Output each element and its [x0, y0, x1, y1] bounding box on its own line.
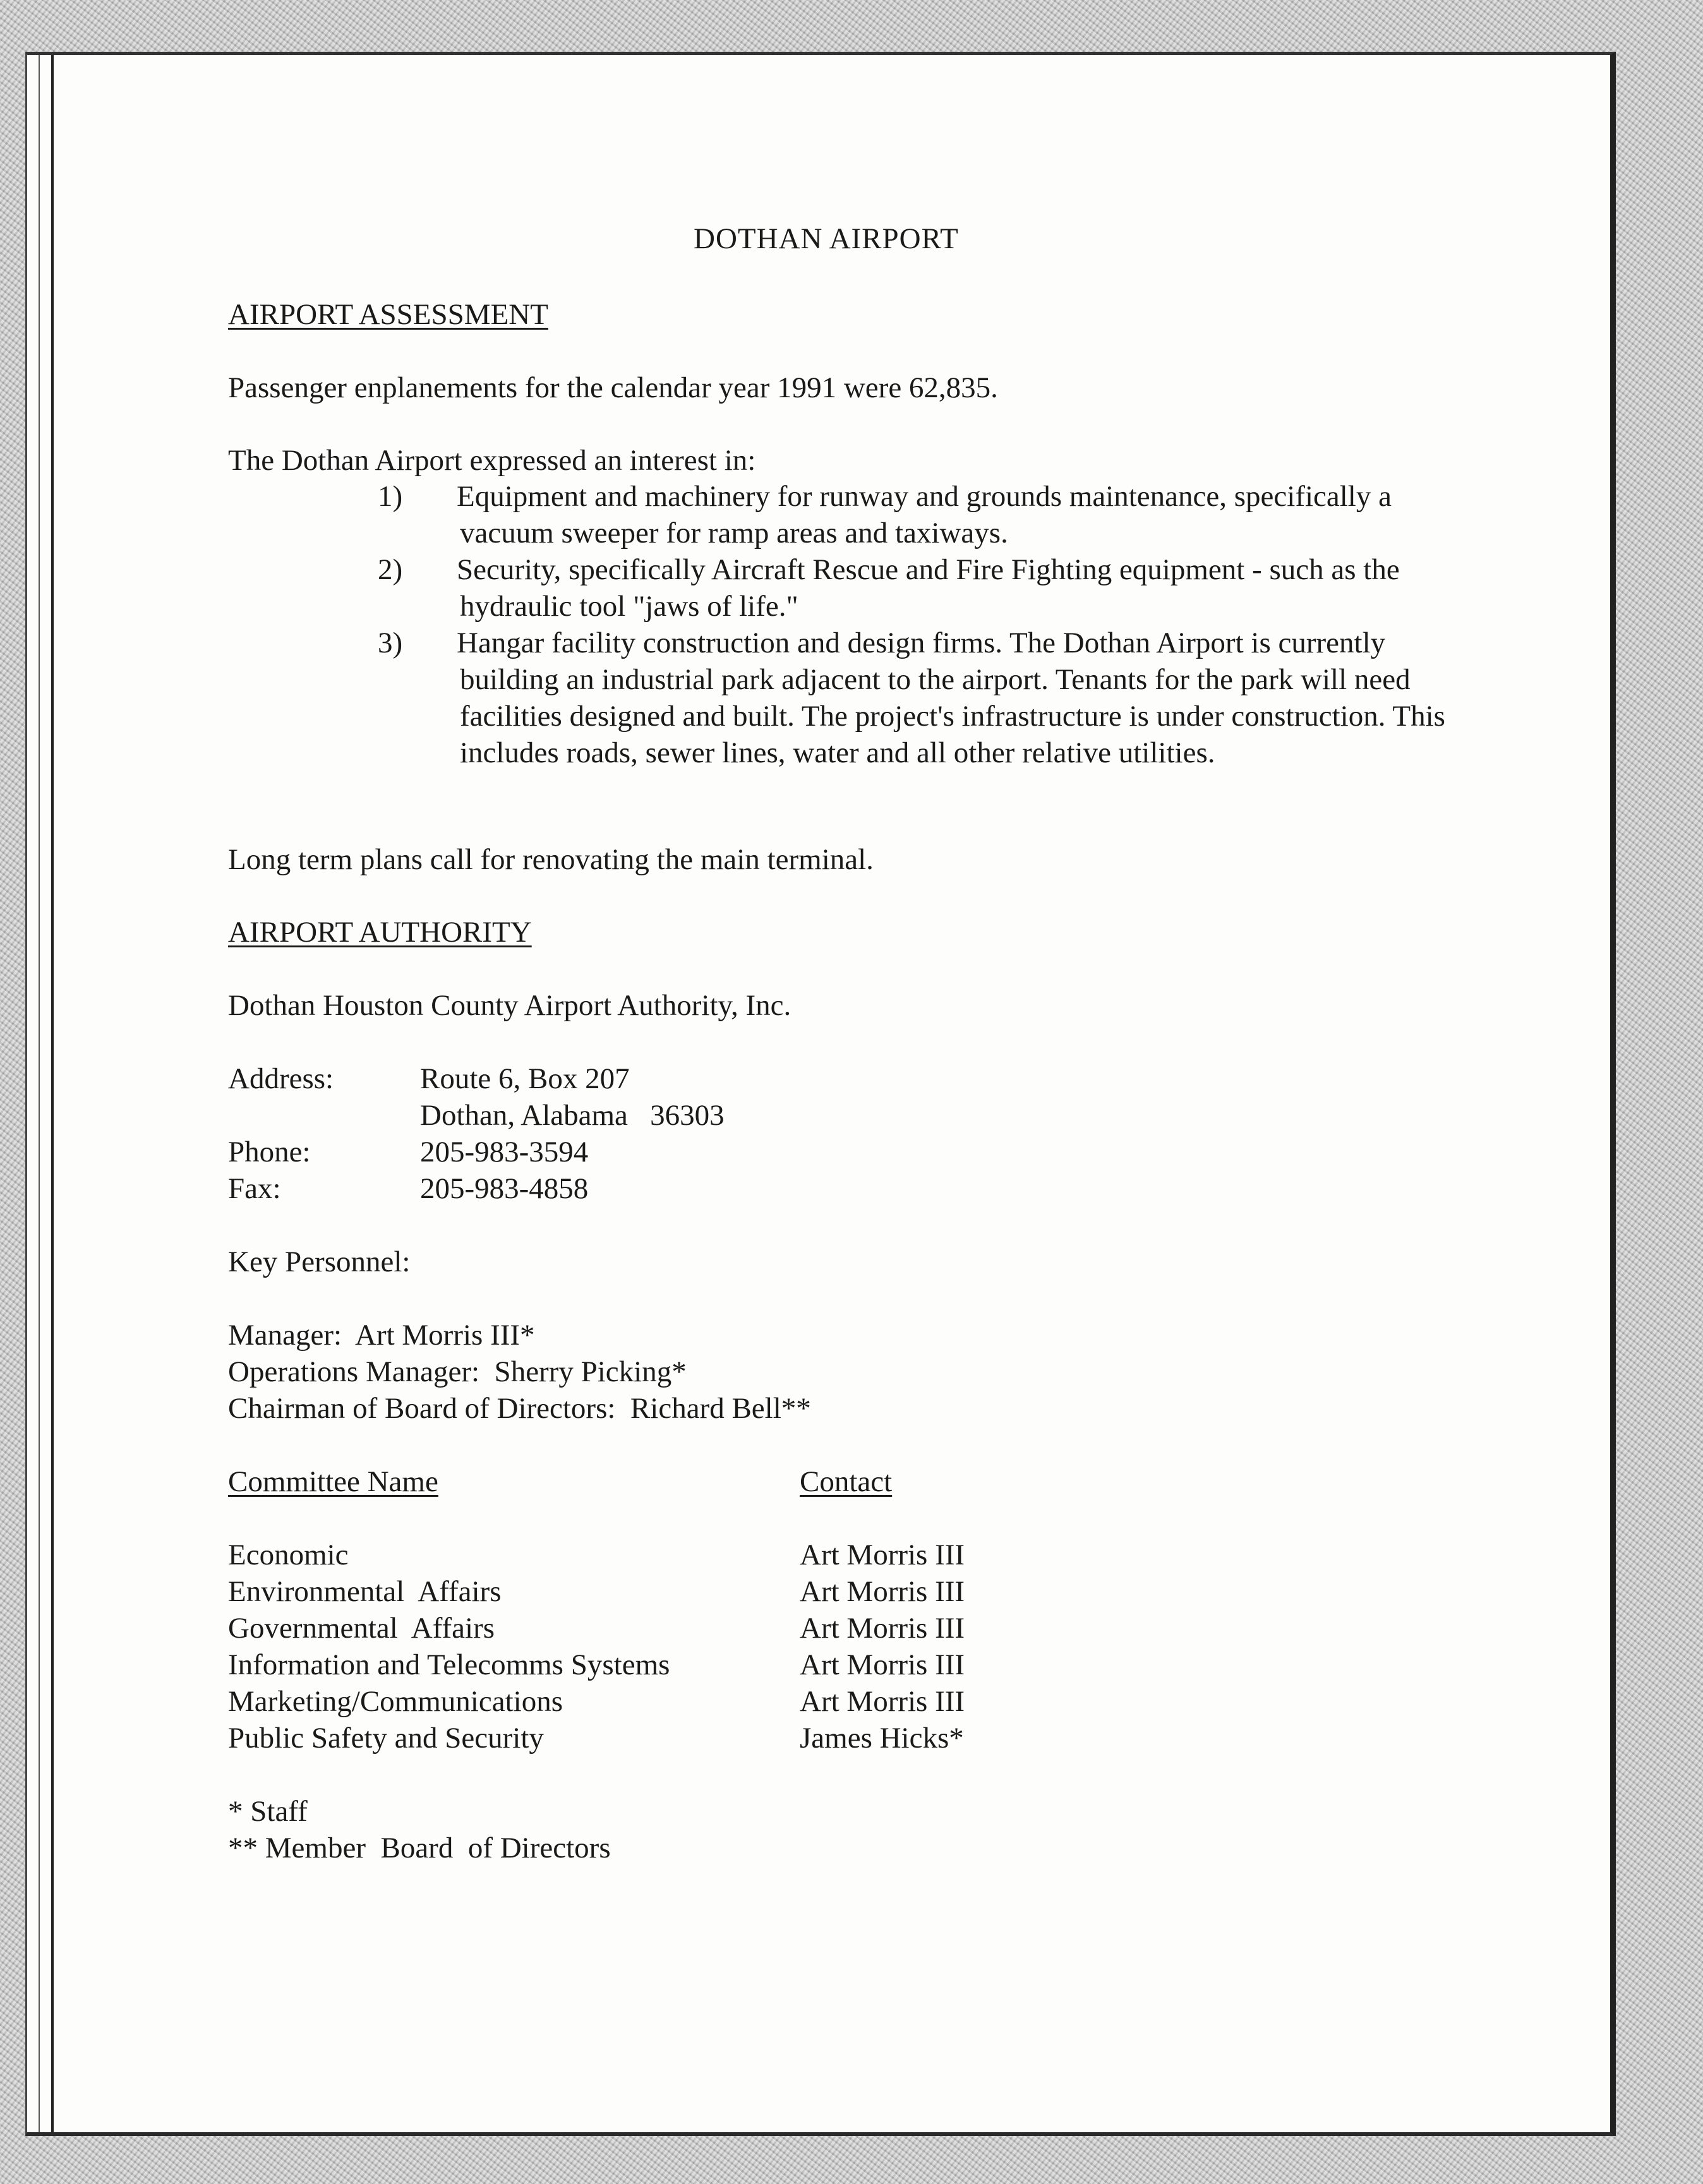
- item-text: Hangar facility construction and design firms. The Dothan Airport is currently building an industrial park adjacent to the airport. Tenants for the park will need facilities designed and built. The project's infrastructure is under construction. This includes roads, sewer lines, water and all other relative utilities.: [457, 627, 1445, 769]
- committee-row-name: Marketing/Communications: [228, 1685, 563, 1718]
- fax-value: 205-983-4858: [420, 1172, 589, 1205]
- interest-intro: The Dothan Airport expressed an interest in:: [228, 444, 756, 477]
- committee-row-contact: Art Morris III: [800, 1575, 965, 1608]
- item-number: 3): [378, 627, 403, 659]
- item-number: 1): [378, 480, 403, 513]
- address-line1: Route 6, Box 207: [420, 1062, 630, 1095]
- key-personnel-label: Key Personnel:: [228, 1245, 411, 1278]
- committee-row-name: Economic: [228, 1539, 349, 1571]
- item-text: Security, specifically Aircraft Rescue and Fire Fighting equipment - such as the hydraulic tool "jaws of life.": [457, 553, 1400, 623]
- contact-header: Contact: [800, 1465, 893, 1498]
- footnote-staff: * Staff: [228, 1795, 308, 1828]
- committee-row-name: Information and Telecomms Systems: [228, 1648, 670, 1681]
- interest-item-2: [378, 551, 1480, 625]
- committee-row-name: Environmental Affairs: [228, 1575, 502, 1608]
- assessment-heading: AIRPORT ASSESSMENT: [228, 298, 548, 331]
- personnel-manager: Manager: Art Morris III*: [228, 1319, 535, 1352]
- item-text: Equipment and machinery for runway and grounds maintenance, specifically a vacuum sweeper for ramp areas and taxiways.: [457, 480, 1392, 549]
- committee-row-contact: Art Morris III: [800, 1685, 965, 1718]
- committee-row-name: Public Safety and Security: [228, 1722, 544, 1755]
- phone-value: 205-983-3594: [420, 1136, 589, 1168]
- address-label: Address:: [228, 1062, 334, 1095]
- committee-name-header: Committee Name: [228, 1465, 438, 1498]
- personnel-operations-manager: Operations Manager: Sherry Picking*: [228, 1355, 687, 1388]
- document-title: DOTHAN AIRPORT: [694, 222, 959, 255]
- enplanements-text: Passenger enplanements for the calendar year 1991 were 62,835.: [228, 371, 998, 404]
- long-term-text: Long term plans call for renovating the main terminal.: [228, 843, 874, 876]
- authority-name: Dothan Houston County Airport Authority, Inc.: [228, 989, 791, 1022]
- authority-heading: AIRPORT AUTHORITY: [228, 916, 532, 949]
- committee-row-contact: Art Morris III: [800, 1648, 965, 1681]
- footnote-board: ** Member Board of Directors: [228, 1832, 611, 1864]
- interest-item-1: [378, 478, 1480, 551]
- document-page: [25, 52, 1616, 2136]
- interest-item-3: [378, 625, 1480, 771]
- document-content: [27, 55, 1610, 2132]
- committee-row-contact: Art Morris III: [800, 1612, 965, 1645]
- committee-row-contact: Art Morris III: [800, 1539, 965, 1571]
- committee-row-name: Governmental Affairs: [228, 1612, 495, 1645]
- fax-label: Fax:: [228, 1172, 281, 1205]
- personnel-chairman: Chairman of Board of Directors: Richard Bell**: [228, 1392, 811, 1425]
- item-number: 2): [378, 553, 403, 586]
- address-line2: Dothan, Alabama 36303: [420, 1099, 725, 1132]
- phone-label: Phone:: [228, 1136, 311, 1168]
- committee-row-contact: James Hicks*: [800, 1722, 964, 1755]
